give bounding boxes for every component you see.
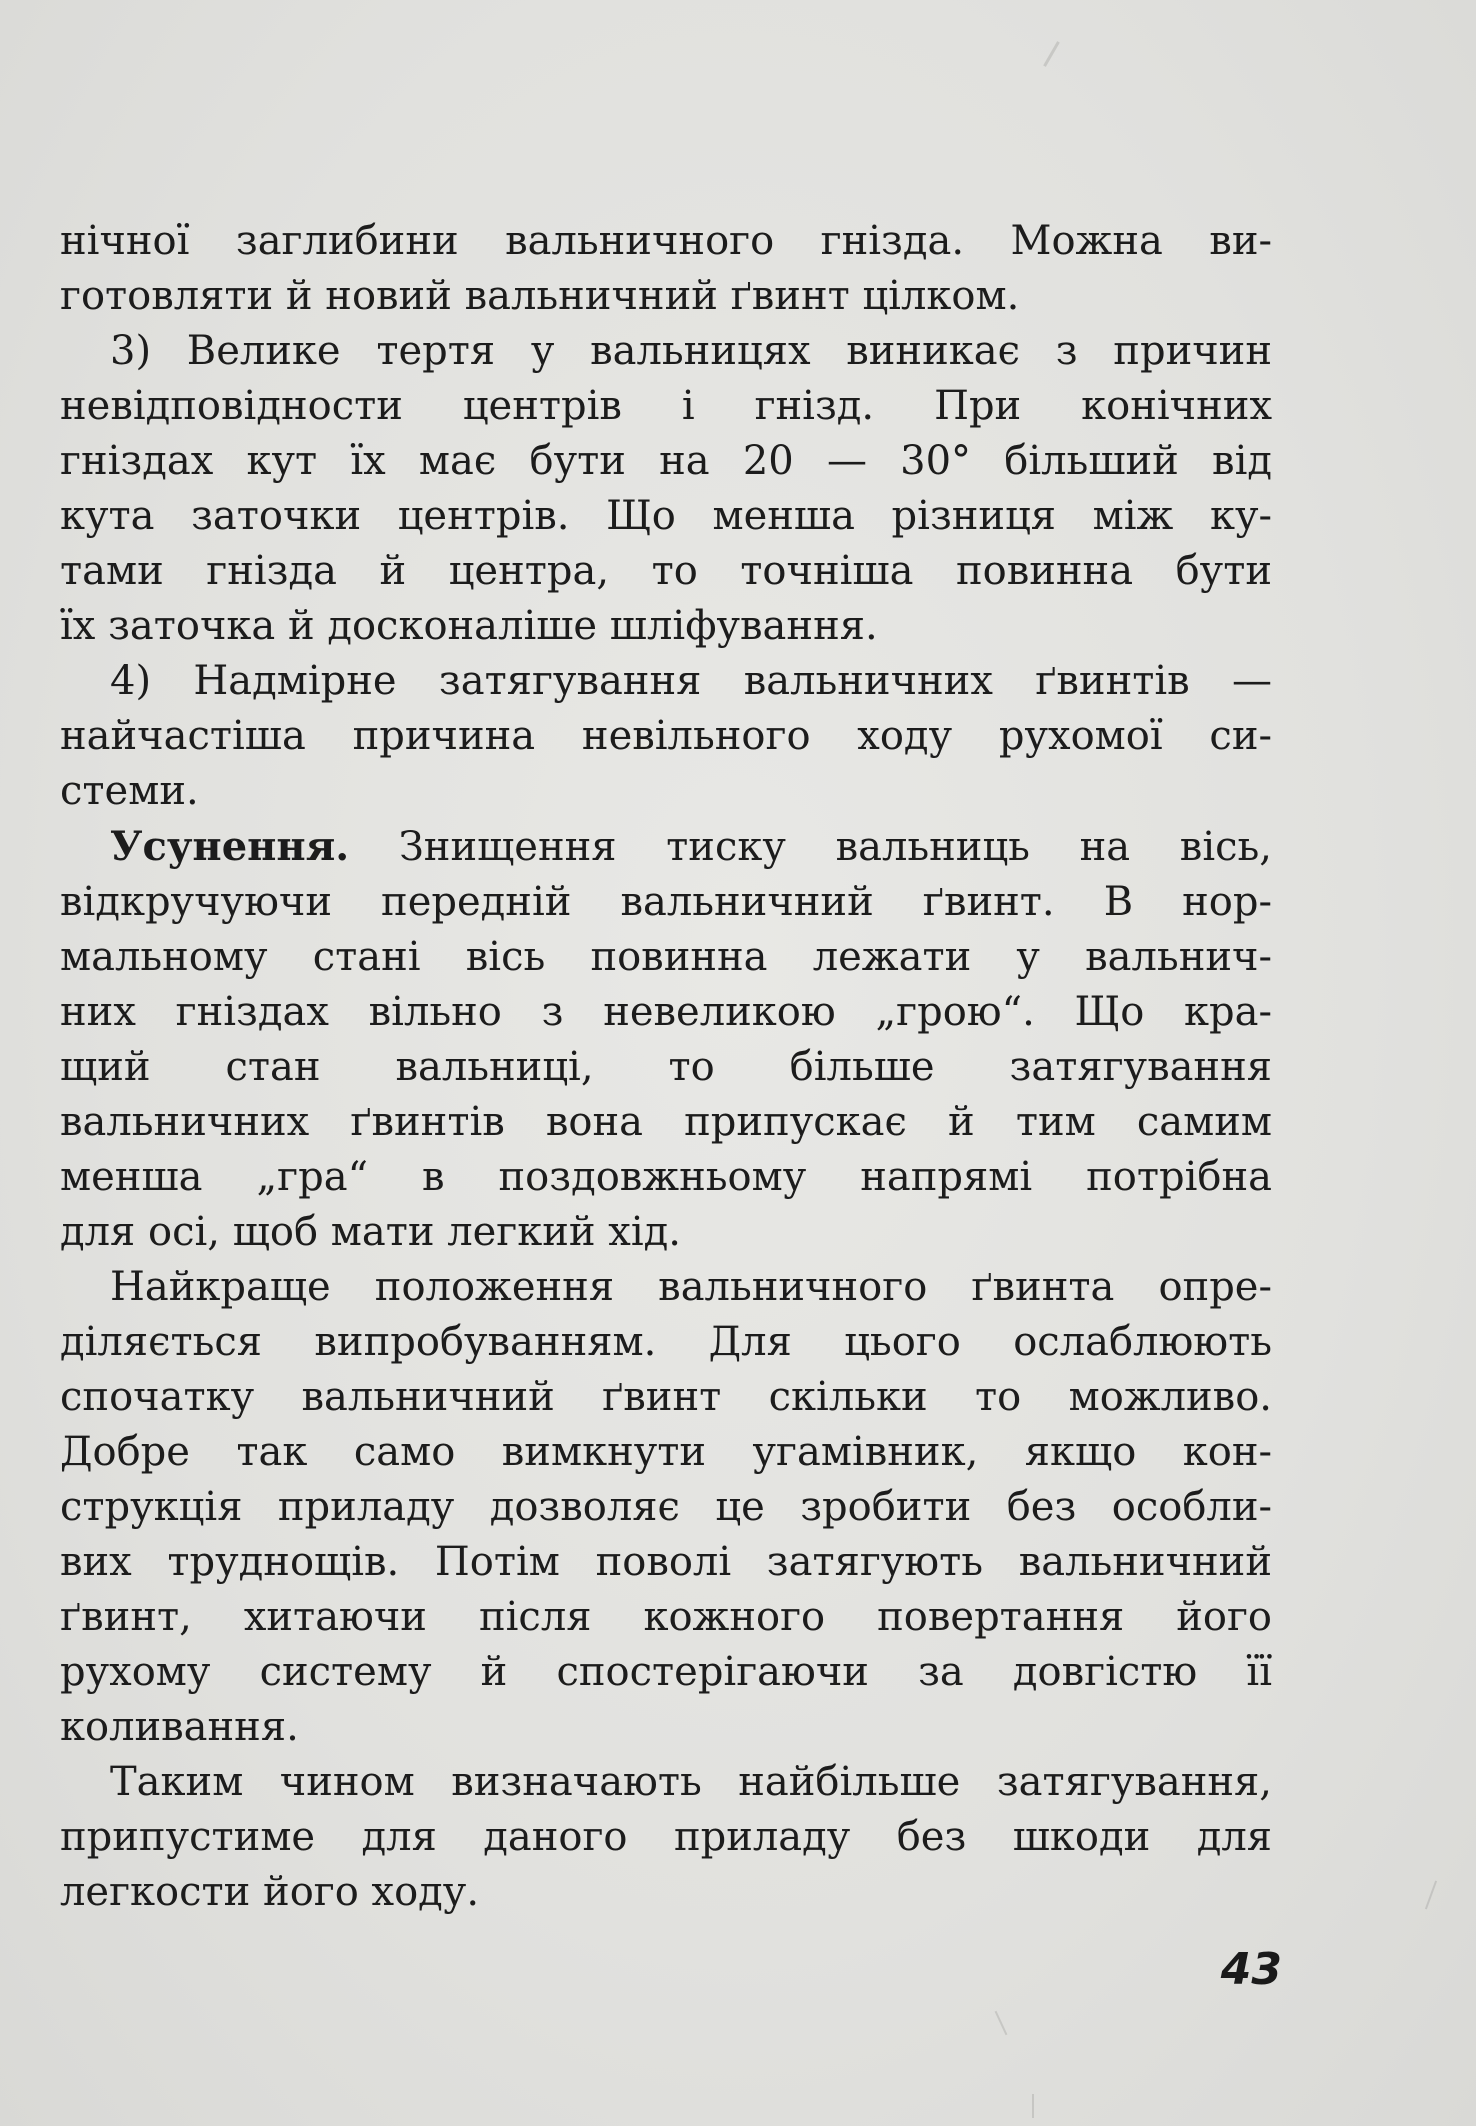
text-line: 4) Надмірне затягування вальничних ґвинтів — [110,658,1272,704]
text-line: відкручуючи передній вальничний ґвинт. В нор- [60,879,1272,925]
text-line: тами гнізда й центра, то точніша повинна бути [60,548,1272,594]
paragraph-remedy [60,819,1272,1260]
text-line: кута заточки центрів. Що менша різниця між ку- [60,493,1272,539]
text-line: Найкраще положення вальничного ґвинта опре- [110,1264,1272,1310]
text-line: струкція приладу дозволяє це зробити без особли- [60,1484,1272,1530]
text-line: менша „гра“ в поздовжньому напрямі потрібна [60,1154,1272,1200]
text-line: стеми. [60,768,199,814]
text-line: гніздах кут їх має бути на 20 — 30° більший від [60,438,1272,484]
text-line: для осі, щоб мати легкий хід. [60,1209,681,1255]
text-line: нічної заглибини вальничного гнізда. Можна ви- [60,218,1272,264]
text-line: Добре так само вимкнути угамівник, якщо кон- [60,1429,1272,1475]
text-line [60,819,1272,875]
paper-speck [1425,1881,1437,1910]
paragraph-best-position [60,1260,1272,1755]
text-line: мальному стані вісь повинна лежати у вальнич- [60,934,1272,980]
text-line: їх заточка й досконаліше шліфування. [60,603,878,649]
text-fragment: Знищення тиску вальниць на вісь, [349,824,1272,870]
text-line: невідповідности центрів і гнізд. При конічних [60,383,1272,429]
text-line: Таким чином визначають найбільше затягування, [110,1759,1272,1805]
paragraph-item-4 [60,654,1272,819]
text-line: припустиме для даного приладу без шкоди для [60,1814,1272,1860]
text-line: вих труднощів. Потім поволі затягують вальничний [60,1539,1272,1585]
text-line: 3) Велике тертя у вальницях виникає з причин [110,328,1272,374]
paragraph-item-3 [60,324,1272,654]
text-line: діляється випробуванням. Для цього ослаблюють [60,1319,1272,1365]
text-line: рухому систему й спостерігаючи за довгістю її [60,1649,1272,1695]
text-line: легкости його ходу. [60,1869,480,1915]
paragraph-conclusion [60,1755,1272,1920]
text-line: ґвинт, хитаючи після кожного повертання його [60,1594,1272,1640]
text-line: готовляти й новий вальничний ґвинт цілком. [60,273,1020,319]
text-line: коливання. [60,1704,299,1750]
text-line: щий стан вальниці, то більше затягування [60,1044,1272,1090]
paragraph-continuation [60,214,1272,324]
text-line: них гніздах вільно з невеликою „грою“. Що кра- [60,989,1272,1035]
page-number: 43 [1220,1944,1282,1995]
text-line: спочатку вальничний ґвинт скільки то можливо. [60,1374,1272,1420]
text-line: вальничних ґвинтів вона припускає й тим самим [60,1099,1272,1145]
text-line: найчастіша причина невільного ходу рухомої си- [60,713,1272,759]
paper-speck [1043,41,1060,67]
body-text [60,214,1272,1920]
paper-speck [995,2011,1008,2035]
paper-speck [1032,2094,1034,2118]
remedy-heading: Усунення. [110,823,350,870]
